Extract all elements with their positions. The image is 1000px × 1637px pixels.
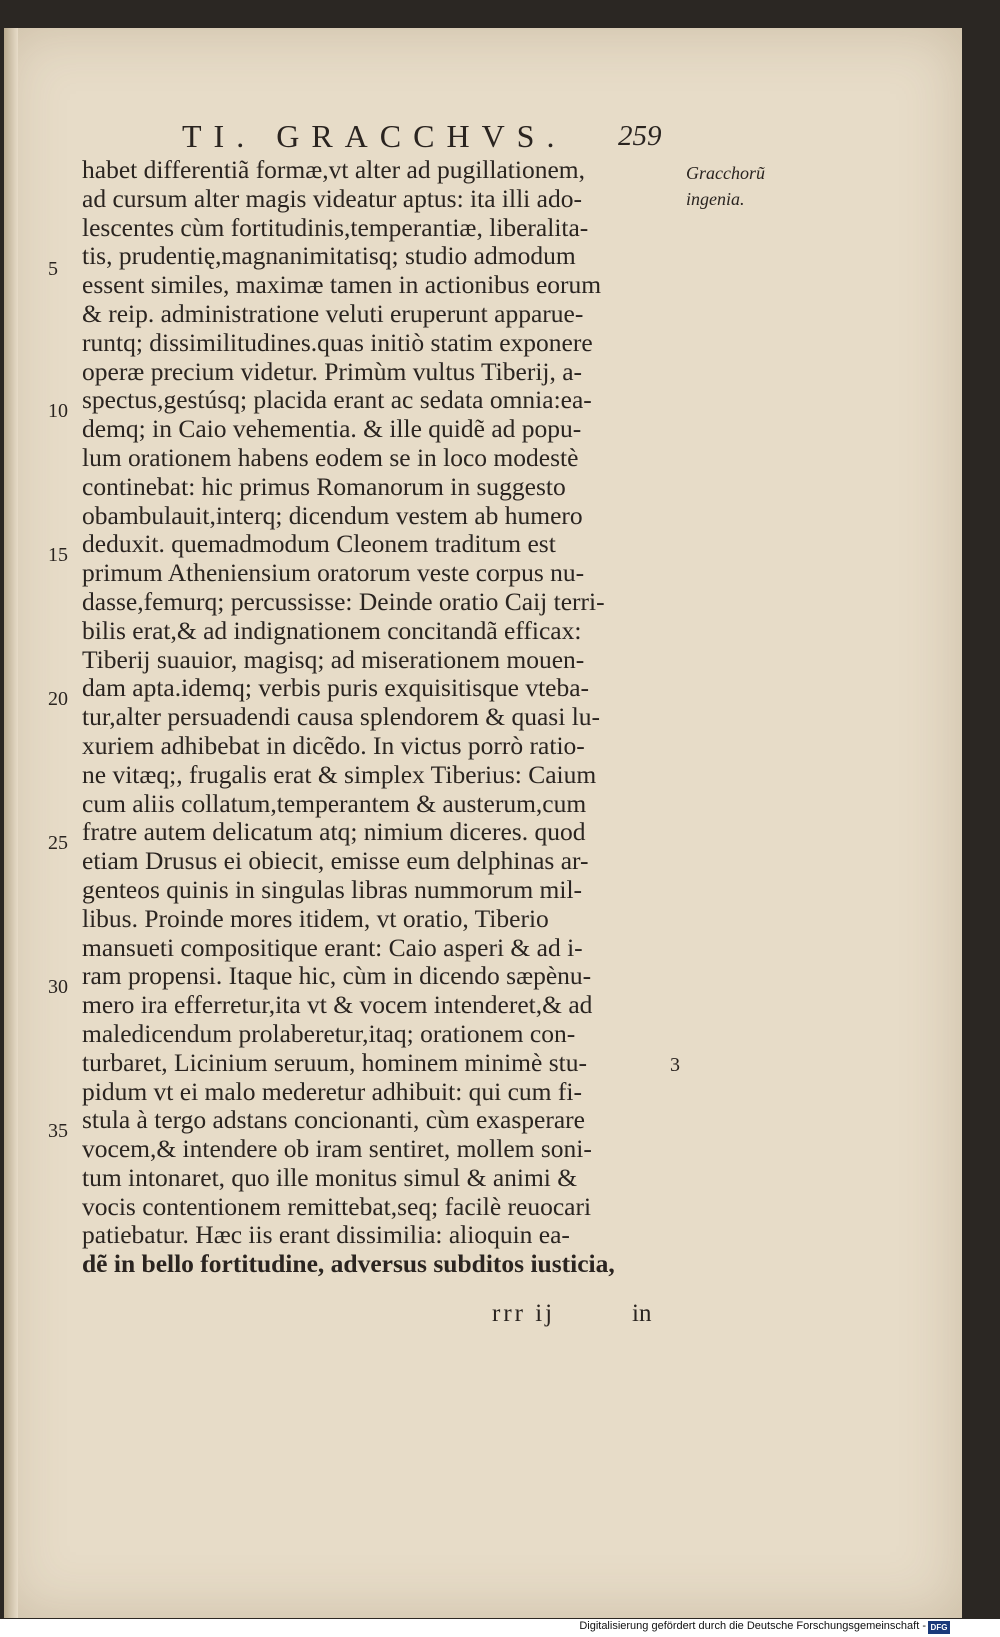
line-number-5: 5 <box>48 258 58 280</box>
text-line: ad cursum alter magis videatur aptus: ita illi ado- <box>82 184 582 213</box>
text-line: genteos quinis in singulas libras nummorum mil- <box>82 875 583 904</box>
line-number-15: 15 <box>48 544 68 566</box>
line-number-10: 10 <box>48 400 68 422</box>
line-number-25: 25 <box>48 832 68 854</box>
text-line: ram propensi. Itaque hic, cùm in dicendo sæpènu- <box>82 962 592 991</box>
line-number-20: 20 <box>48 688 68 710</box>
marginal-note-line: Gracchorũ <box>686 163 765 183</box>
text-line: turbaret, Licinium seruum, hominem minimè stu- <box>82 1048 587 1077</box>
text-line: deduxit. quemadmodum Cleonem traditum est <box>82 530 556 559</box>
page-number: 259 <box>618 120 662 152</box>
text-line: fratre autem delicatum atq; nimium diceres. quod <box>82 818 586 847</box>
text-line: lum orationem habens eodem se in loco modestè <box>82 443 579 472</box>
text-line: dẽ in bello fortitudine, adversus subditos iusticia, <box>82 1250 615 1279</box>
text-line: etiam Drusus ei obiecit, emisse eum delphinas ar- <box>82 847 589 876</box>
text-line: mansueti compositique erant: Caio asperi & ad i- <box>82 933 583 962</box>
dfg-credit: Digitalisierung gefördert durch die Deutsche Forschungsgemeinschaft - <box>579 1620 926 1632</box>
running-title: TI. GRACCHVS. <box>182 118 567 154</box>
text-line: mero ira efferretur,ita vt & vocem intenderet,& ad <box>82 991 593 1020</box>
text-line: tum intonaret, quo ille monitus simul & animi & <box>82 1163 578 1192</box>
text-line: operæ precium videtur. Primùm vultus Tiberij, a- <box>82 357 583 386</box>
margin-mark: 3 <box>670 1054 680 1076</box>
text-line: vocem,& intendere ob iram sentiret, mollem soni- <box>82 1135 592 1164</box>
text-line: runtq; dissimilitudines.quas initiò statim exponere <box>82 328 593 357</box>
digitization-footer <box>0 1619 1000 1637</box>
page-foot <box>82 1300 678 1332</box>
text-line: stula à tergo adstans concionanti, cùm exasperare <box>82 1106 585 1135</box>
text-line: spectus,gestúsq; placida erant ac sedata omnia:ea- <box>82 386 592 415</box>
text-line: dam apta.idemq; verbis puris exquisitisque vteba- <box>82 674 590 703</box>
text-line: Tiberij suauior, magisq; ad miserationem mouen- <box>82 645 585 674</box>
text-line: libus. Proinde mores itidem, vt oratio, Tiberio <box>82 904 549 933</box>
marginal-note <box>686 160 782 212</box>
line-number-30: 30 <box>48 976 68 998</box>
text-line: bilis erat,& ad indignationem concitandã efficax: <box>82 616 582 645</box>
text-line: primum Atheniensium oratorum veste corpus nu- <box>82 559 585 588</box>
text-line: essent similes, maximæ tamen in actionibus eorum <box>82 271 602 300</box>
dfg-logo: DFG <box>928 1621 950 1634</box>
line-number-35: 35 <box>48 1120 68 1142</box>
text-line: maledicendum prolaberetur,itaq; orationem con- <box>82 1019 576 1048</box>
text-line: continebat: hic primus Romanorum in suggesto <box>82 472 566 501</box>
text-line: obambulauit,interq; dicendum vestem ab humero <box>82 501 583 530</box>
body-text <box>82 156 678 1279</box>
text-line: tur,alter persuadendi causa splendorem & quasi lu- <box>82 703 601 732</box>
text-line: xuriem adhibebat in dicẽdo. In victus porrò ratio- <box>82 731 585 760</box>
marginal-note-line: ingenia. <box>686 189 745 209</box>
text-line: & reip. administratione veluti eruperunt apparue- <box>82 299 584 328</box>
text-line: dasse,femurq; percussisse: Deinde oratio Caij terri- <box>82 587 605 616</box>
page-header <box>0 118 958 158</box>
text-line: patiebatur. Hæc iis erant dissimilia: alioquin ea- <box>82 1221 570 1250</box>
text-line: ne vitæq;, frugalis erat & simplex Tiberius: Caium <box>82 760 597 789</box>
text-line: lescentes cùm fortitudinis,temperantiæ, liberalita- <box>82 213 589 242</box>
text-line: cum aliis collatum,temperantem & austerum,cum <box>82 789 587 818</box>
text-line: demq; in Caio vehementia. & ille quidẽ ad popu- <box>82 415 582 444</box>
catchword: in <box>632 1300 652 1327</box>
signature-mark: rrr ij <box>492 1300 556 1327</box>
text-line: habet differentiã formæ,vt alter ad pugillationem, <box>82 156 585 184</box>
text-line: tis, prudentię,magnanimitatisq; studio admodum <box>82 242 576 271</box>
page-binding-edge <box>4 28 18 1618</box>
text-line: pidum vt ei malo mederetur adhibuit: qui cum fi- <box>82 1077 582 1106</box>
text-line: vocis contentionem remittebat,seq; facilè reuocari <box>82 1192 592 1221</box>
